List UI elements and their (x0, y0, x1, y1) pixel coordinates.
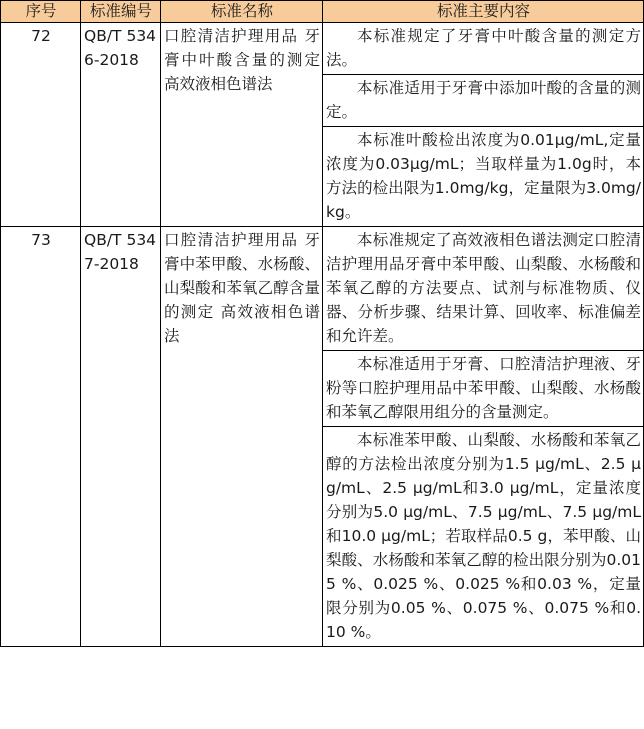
row-content-item: 本标准规定了高效液相色谱法测定口腔清洁护理用品牙膏中苯甲酸、山梨酸、水杨酸和苯氧乙醇的方法要点、试剂与标准物质、仪器、分析步骤、结果计算、回收率、标准偏差和允许差。 (323, 227, 644, 351)
row-content-item: 本标准叶酸检出浓度为0.01μg/mL,定量浓度为0.03μg/mL；当取样量为1.0g时，本方法的检出限为1.0mg/kg，定量限为3.0mg/kg。 (323, 127, 644, 227)
row-name: 口腔清洁护理用品 牙膏中叶酸含量的测定 高效液相色谱法 (161, 23, 323, 227)
header-seq: 序号 (1, 1, 81, 23)
row-content-item: 本标准苯甲酸、山梨酸、水杨酸和苯氧乙醇的方法检出浓度分别为1.5 μg/mL、2.5 μg/mL、2.5 μg/mL和3.0 μg/mL，定量浓度分别为5.0 μg/mL、7.5 μg/mL、7.5 μg/mL和10.0 μg/mL；若取样品0.5 g，苯甲酸、山梨酸、水杨酸和苯氧乙醇的检出限分别为0.015 %、0.025 %、0.025 %和0.03 %，定量限分别为0.05 %、0.075 %、0.075 %和0.10 %。 (323, 427, 644, 647)
row-content-item: 本标准规定了牙膏中叶酸含量的测定方法。 (323, 23, 644, 75)
row-seq: 72 (1, 23, 81, 227)
table-row (1, 23, 644, 75)
header-code: 标准编号 (81, 1, 161, 23)
header-content: 标准主要内容 (323, 1, 644, 23)
row-seq: 73 (1, 227, 81, 647)
header-row (1, 1, 644, 23)
row-code: QB/T 5347-2018 (81, 227, 161, 647)
row-content-item: 本标准适用于牙膏、口腔清洁护理液、牙粉等口腔护理用品中苯甲酸、山梨酸、水杨酸和苯氧乙醇限用组分的含量测定。 (323, 351, 644, 427)
row-content-item: 本标准适用于牙膏中添加叶酸的含量的测定。 (323, 75, 644, 127)
row-code: QB/T 5346-2018 (81, 23, 161, 227)
header-name: 标准名称 (161, 1, 323, 23)
table-row (1, 227, 644, 351)
row-name: 口腔清洁护理用品 牙膏中苯甲酸、水杨酸、山梨酸和苯氧乙醇含量的测定 高效液相色谱法 (161, 227, 323, 647)
